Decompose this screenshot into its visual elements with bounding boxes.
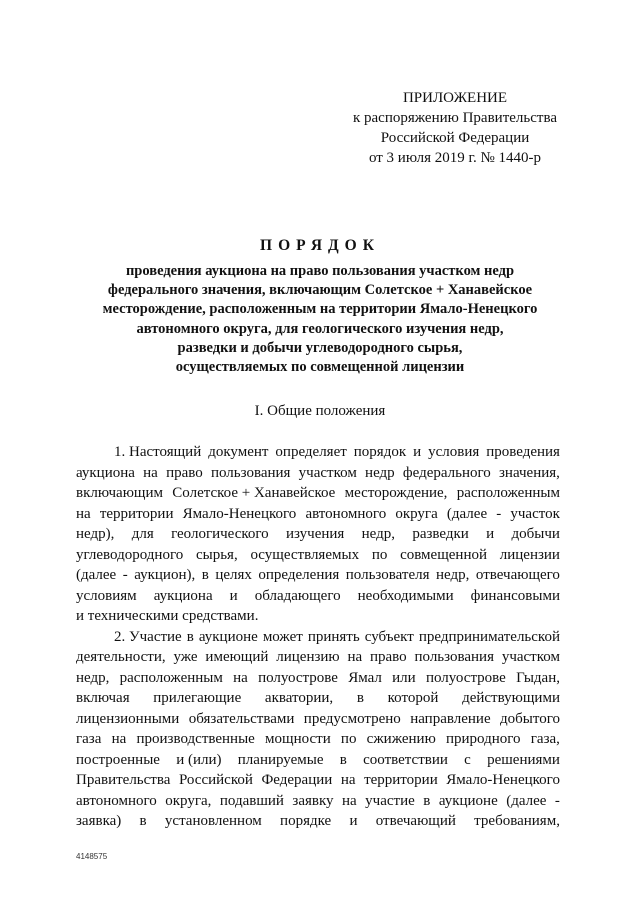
word: которой: [387, 690, 439, 706]
word: участком: [298, 464, 357, 481]
word: мощности: [265, 731, 331, 747]
word: газа,: [530, 731, 560, 747]
word: полуострове: [425, 669, 506, 686]
word: может: [262, 628, 303, 645]
word: определяет: [275, 444, 347, 460]
word: и: [413, 444, 422, 460]
word: на: [340, 772, 356, 788]
document-code: 4148575: [76, 852, 108, 861]
word: на: [111, 731, 127, 747]
word: недр: [365, 464, 395, 481]
paragraph-line: [76, 729, 560, 750]
word: на: [143, 464, 158, 481]
subtitle-line: федерального значения, включающим Солетское + Ханавейское: [107, 282, 533, 299]
paragraph-1: [76, 442, 560, 627]
word: прилегающие: [153, 690, 242, 706]
word: совмещенной: [400, 546, 488, 563]
word: и: [349, 813, 358, 829]
word: аукционе: [198, 628, 258, 645]
word: округа,: [165, 792, 212, 809]
word: производственные: [136, 731, 255, 747]
subtitle-line: месторождение, расположенным на территории Ямало-Ненецкого: [102, 301, 538, 318]
word: акватории,: [264, 690, 334, 706]
appendix-authority-line: Российской Федерации: [380, 130, 530, 146]
word: на: [342, 792, 357, 809]
word: отвечающего: [475, 567, 560, 583]
word: недр,: [436, 567, 470, 583]
word: установленном: [164, 813, 262, 829]
word: включая: [76, 690, 130, 706]
word: аукциона: [153, 587, 213, 604]
word: требованиям,: [474, 813, 560, 829]
paragraph-line: [76, 668, 560, 689]
word: месторождение,: [344, 485, 448, 501]
section-heading: I. Общие положения: [254, 403, 386, 419]
word: Ямал: [348, 669, 382, 686]
word: имеющий: [205, 649, 269, 665]
word: Гыдан,: [516, 669, 560, 686]
word: и: [486, 526, 495, 542]
word: определения: [258, 567, 340, 583]
word: Правительства: [76, 772, 171, 788]
word: соответствии: [363, 751, 448, 768]
word: -: [496, 505, 502, 522]
word: решениями: [487, 751, 560, 768]
word: геологического: [171, 526, 269, 542]
word: необходимыми: [357, 587, 454, 604]
word: 1. Настоящий: [114, 444, 202, 460]
word: лицензию: [276, 649, 340, 665]
word: право: [166, 464, 203, 481]
word: осуществляемых: [250, 546, 360, 563]
word: территории: [364, 772, 438, 788]
word: изучения: [286, 526, 345, 542]
word: обязательствами: [188, 710, 295, 727]
word: автономного: [76, 792, 157, 809]
word: недр),: [76, 526, 115, 542]
word: в: [339, 751, 347, 768]
paragraph-line: [76, 688, 560, 709]
word: участком: [501, 649, 560, 665]
word: или: [392, 669, 416, 686]
word: в: [139, 813, 147, 829]
word: Ямало-Ненецкого: [446, 772, 560, 788]
word: предпринимательской: [418, 628, 560, 645]
subtitle-line: осуществляемых по совмещенной лицензии: [175, 359, 465, 376]
word: условиям: [76, 587, 137, 604]
paragraph-line: [76, 442, 560, 463]
paragraph-line: [76, 483, 560, 504]
paragraph-line: [76, 647, 560, 668]
word: Ямало-Ненецкого: [182, 505, 297, 522]
appendix-date-number: от 3 июля 2019 г. № 1440-р: [368, 150, 542, 166]
word: -: [122, 567, 128, 583]
paragraph-line: [76, 606, 560, 627]
paragraph-line: [76, 811, 560, 832]
paragraph-line: [76, 750, 560, 771]
word: право: [369, 649, 407, 665]
word: аукциона: [76, 464, 135, 481]
paragraph-line: [76, 565, 560, 586]
word: действующими: [462, 690, 560, 706]
word: (далее: [446, 505, 488, 522]
word: территории: [99, 505, 174, 522]
paragraph-line: [76, 545, 560, 566]
word: Федерации: [261, 772, 333, 788]
paragraph-line: [76, 770, 560, 791]
word: отвечающий: [375, 813, 456, 829]
paragraph-line: [76, 586, 560, 607]
word: целях: [215, 567, 252, 583]
word: аукцион),: [134, 567, 196, 583]
word: расположенным: [119, 669, 223, 686]
subtitle-line: разведки и добычи углеводородного сырья,: [177, 339, 463, 356]
word: порядок: [353, 444, 407, 460]
word: сжижению: [366, 731, 436, 747]
word: порядке: [280, 813, 332, 829]
word: уже: [173, 649, 198, 665]
appendix-label: ПРИЛОЖЕНИЕ: [402, 90, 508, 106]
paragraph-line: [76, 504, 560, 525]
subtitle-line: проведения аукциона на право пользования участком недр: [125, 263, 515, 279]
body-text: [76, 442, 560, 832]
paragraph-line: [76, 463, 560, 484]
word: на: [347, 649, 363, 665]
word: пользования: [210, 464, 291, 481]
word: лицензионными: [76, 710, 180, 727]
word: газа: [76, 731, 102, 747]
word: Российской: [178, 772, 253, 788]
word: пользователя: [345, 567, 430, 583]
word: предусмотрено: [303, 710, 401, 727]
word: по: [340, 731, 357, 747]
word: округа: [395, 505, 438, 522]
word: углеводородного: [76, 546, 184, 563]
word: федерального: [402, 464, 491, 481]
subtitle-line: автономного округа, для геологического изучения недр,: [136, 320, 504, 337]
word: и техническими средствами.: [76, 608, 259, 624]
appendix-block: [330, 88, 580, 168]
document-title: ПОРЯДОК: [260, 237, 380, 254]
word: на: [233, 669, 248, 686]
word: на: [76, 505, 91, 522]
word: природного: [446, 731, 521, 747]
paragraph-line: [76, 627, 560, 648]
word: и (или): [176, 751, 222, 768]
appendix-order-line: к распоряжению Правительства: [352, 110, 557, 126]
word: заявку: [292, 792, 334, 809]
word: участок: [510, 505, 560, 522]
word: пользования: [414, 649, 494, 665]
word: 2. Участие: [114, 628, 182, 645]
word: включающим: [76, 485, 163, 501]
word: деятельности,: [76, 649, 166, 665]
word: построенные: [76, 751, 160, 768]
paragraph-line: [76, 524, 560, 545]
word: расположенным: [456, 485, 560, 501]
word: подавший: [219, 792, 284, 809]
word: по: [371, 546, 388, 563]
word: сырья,: [195, 546, 238, 563]
word: (далее: [76, 567, 117, 583]
word: в: [423, 792, 431, 809]
word: субъект: [364, 628, 414, 645]
paragraph-line: [76, 709, 560, 730]
word: недр,: [76, 669, 110, 686]
word: лицензии: [499, 546, 560, 563]
word: в: [186, 628, 194, 645]
word: документ: [208, 444, 269, 460]
word: Солетское + Ханавейское: [172, 485, 336, 501]
word: заявка): [76, 813, 122, 829]
word: разведки: [412, 526, 469, 542]
word: принять: [307, 628, 360, 645]
paragraph-line: [76, 791, 560, 812]
word: для: [131, 526, 154, 542]
word: условия: [428, 444, 480, 460]
document-subtitle: [60, 262, 580, 377]
word: с: [464, 751, 471, 768]
word: проведения: [486, 444, 560, 460]
word: направление: [410, 710, 491, 727]
word: недр,: [361, 526, 396, 542]
word: участие: [365, 792, 415, 809]
word: автономного: [305, 505, 387, 522]
word: в: [356, 690, 364, 706]
word: полуострове: [258, 669, 338, 686]
word: обладающего: [254, 587, 341, 604]
word: в: [201, 567, 209, 583]
word: аукционе: [438, 792, 498, 809]
word: добычи: [511, 526, 560, 542]
word: добытого: [500, 710, 560, 727]
paragraph-2: [76, 627, 560, 832]
word: планируемые: [237, 751, 324, 768]
word: финансовыми: [470, 587, 560, 604]
word: значения,: [499, 464, 560, 481]
word: (далее: [506, 792, 547, 809]
word: и: [229, 587, 238, 604]
word: -: [554, 792, 560, 809]
